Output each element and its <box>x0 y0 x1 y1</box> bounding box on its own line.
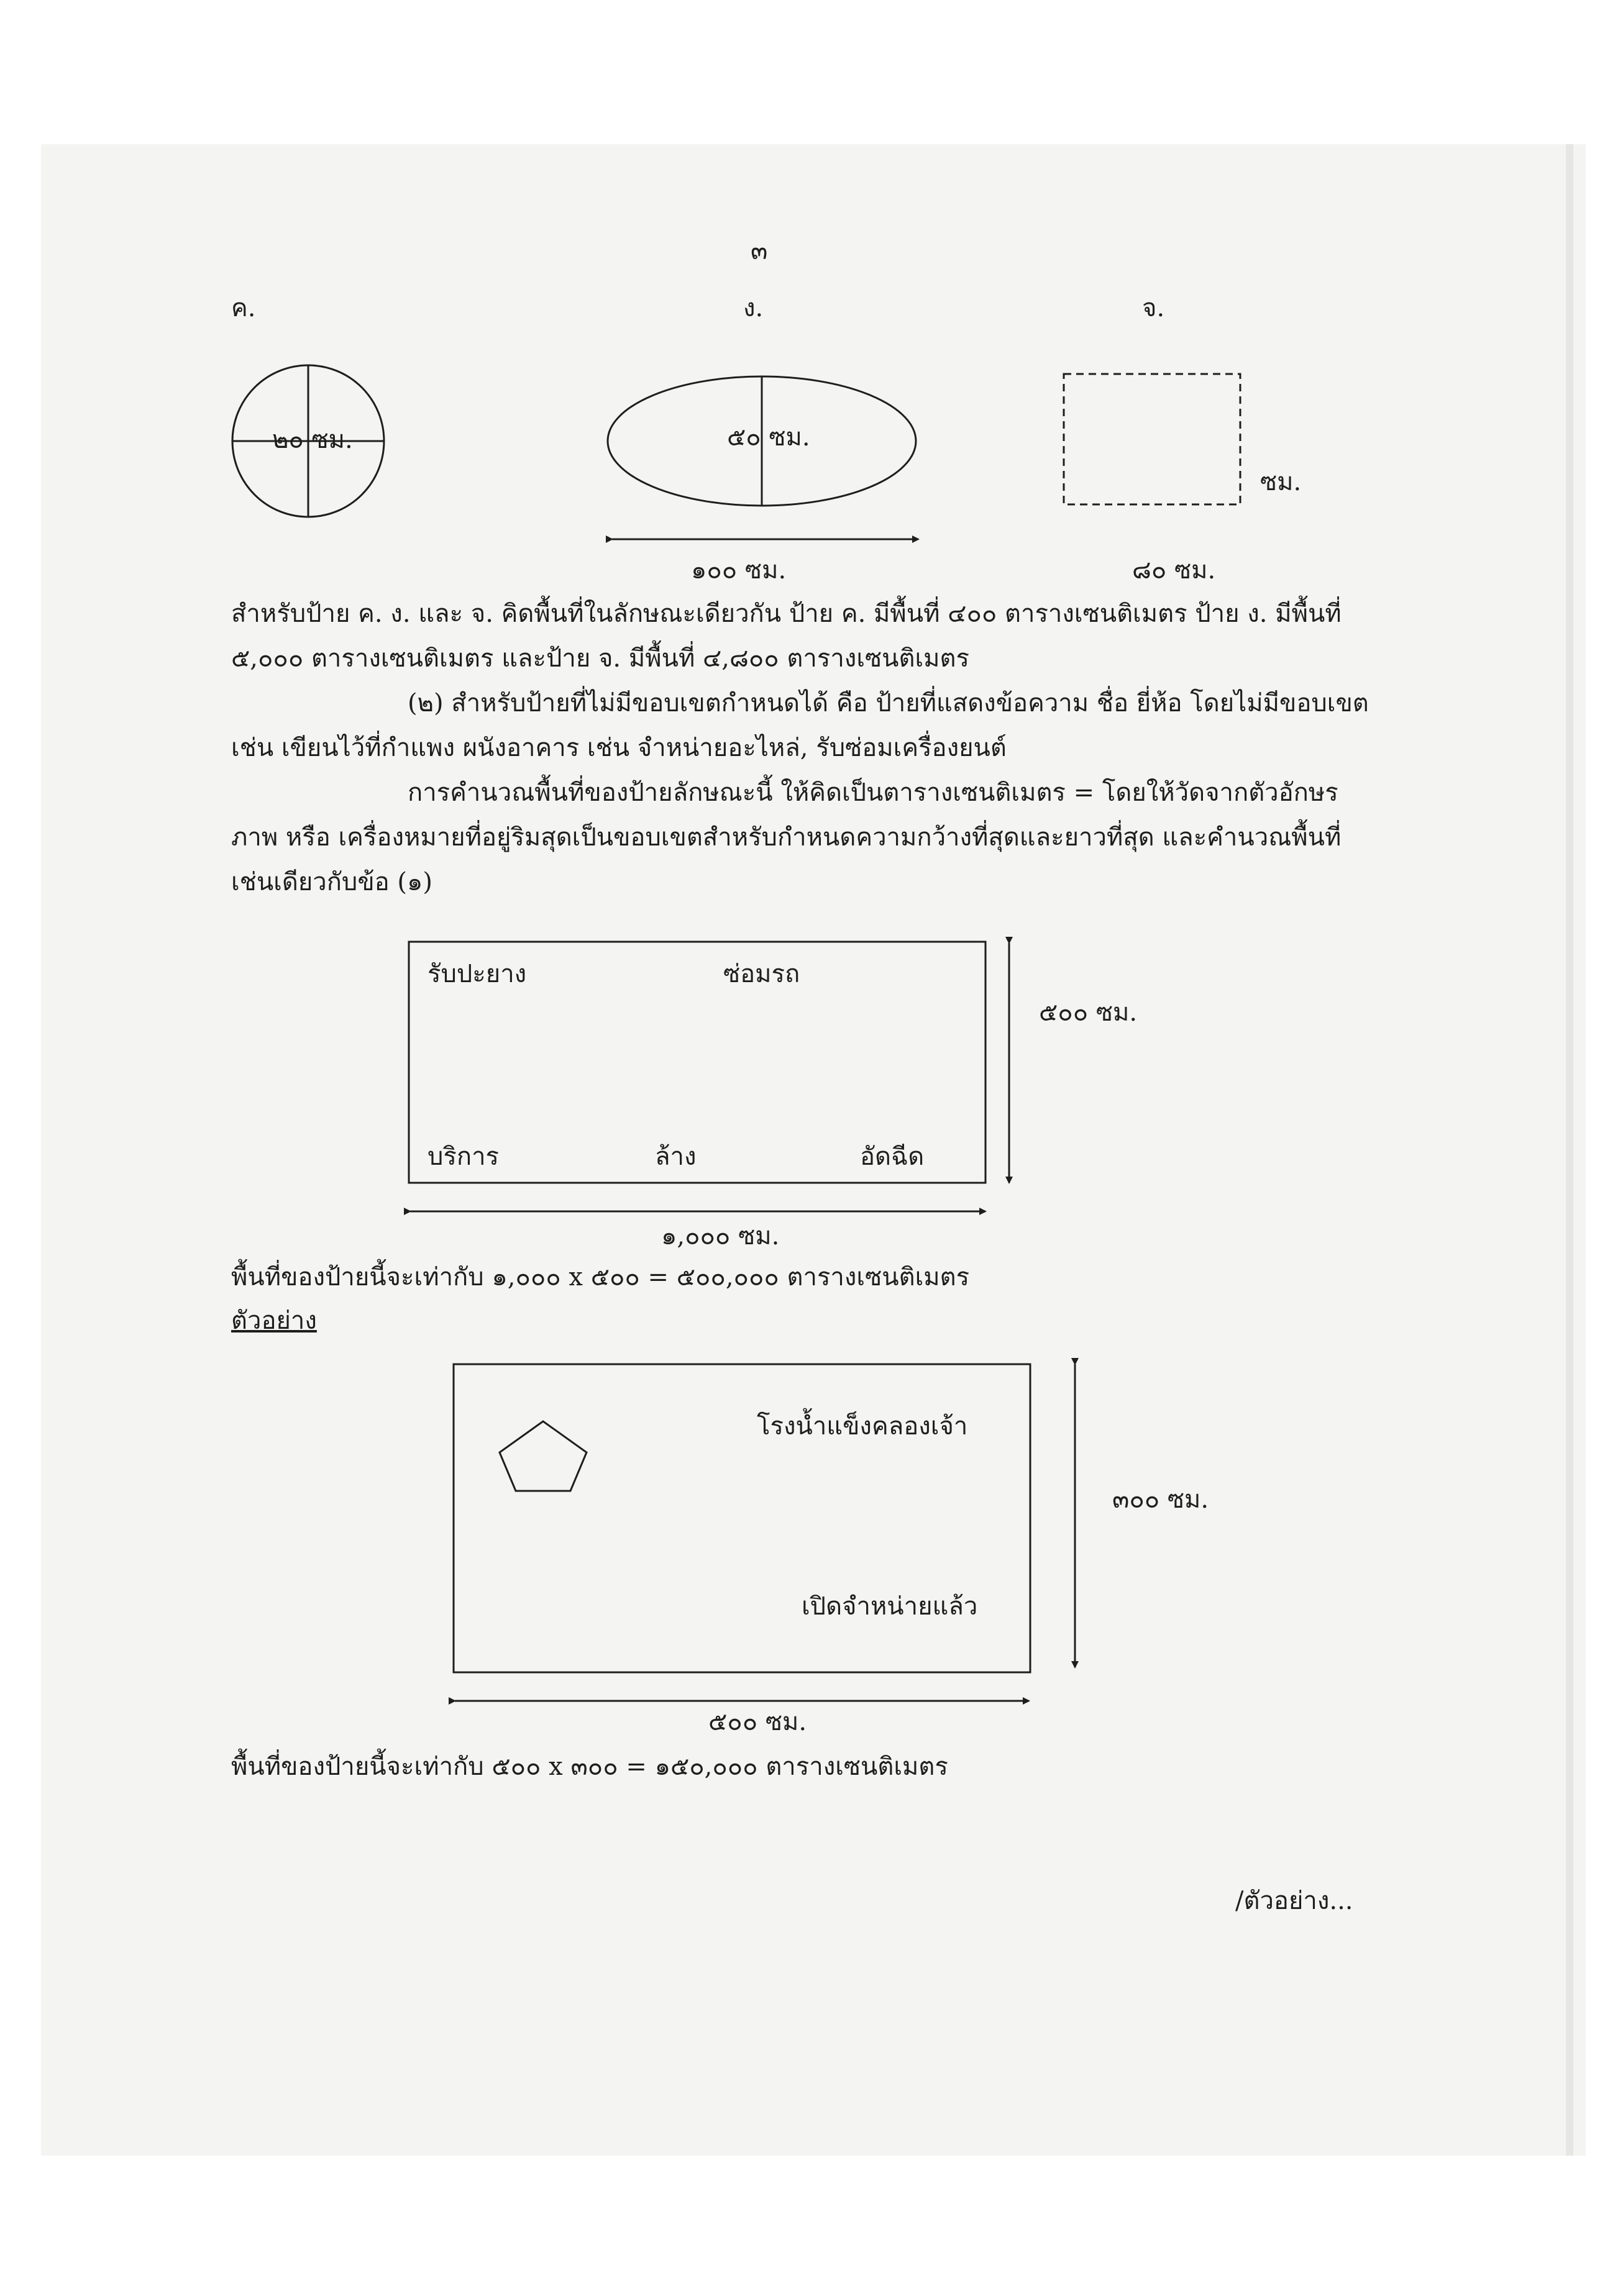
label-c: ค. <box>231 294 256 322</box>
label-e: จ. <box>1142 294 1165 322</box>
rect-width-label: ๘๐ ซม. <box>1132 556 1216 585</box>
paragraph-1-line1: สำหรับป้าย ค. ง. และ จ. คิดพื้นที่ในลักษณะเดียวกัน ป้าย ค. มีพื้นที่ ๔๐๐ ตารางเซนติเมตร ป้าย ง. มีพื้นที่ <box>231 599 1342 628</box>
paragraph-1-line2: ๕,๐๐๐ ตารางเซนติเมตร และป้าย จ. มีพื้นที่ ๔,๘๐๐ ตารางเซนติเมตร <box>231 644 969 673</box>
page-number: ๓ <box>751 237 768 265</box>
sign1-word: ซ่อมรถ <box>723 960 800 988</box>
sign2-frame <box>454 1364 1030 1672</box>
sign1-word: อัดฉีด <box>860 1142 925 1171</box>
footer-next-page: /ตัวอย่าง... <box>1235 1887 1353 1915</box>
sign2-height-label: ๓๐๐ ซม. <box>1112 1485 1209 1514</box>
paragraph-3-line2: ภาพ หรือ เครื่องหมายที่อยู่ริมสุดเป็นขอบเขตสำหรับกำหนดความกว้างที่สุดและยาวที่สุด และคำนวณพื้นที่ <box>231 823 1342 852</box>
circle-dimension: ๒๐ ซม. <box>272 426 353 454</box>
sign1-height-label: ๕๐๐ ซม. <box>1039 998 1138 1027</box>
paragraph-2-line1: (๒) สำหรับป้ายที่ไม่มีขอบเขตกำหนดได้ คือ ป้ายที่แสดงข้อความ ชื่อ ยี่ห้อ โดยไม่มีขอบเขต <box>408 689 1369 718</box>
shape-e-dashed-rect <box>1064 374 1240 504</box>
sign1-width-label: ๑,๐๐๐ ซม. <box>661 1222 780 1250</box>
label-d: ง. <box>743 294 764 322</box>
sign1-word: รับปะยาง <box>427 960 527 988</box>
sign2-line2: เปิดจำหน่ายแล้ว <box>802 1592 978 1621</box>
sign1-word: บริการ <box>427 1142 500 1171</box>
paragraph-3-line3: เช่นเดียวกับข้อ (๑) <box>231 868 433 896</box>
paragraph-2-line2: เช่น เขียนไว้ที่กำแพง ผนังอาคาร เช่น จำหน่ายอะไหล่, รับซ่อมเครื่องยนต์ <box>231 734 1007 762</box>
pentagon-logo <box>500 1421 587 1491</box>
paragraph-3-line1: การคำนวณพื้นที่ของป้ายลักษณะนี้ ให้คิดเป็นตารางเซนติเมตร = โดยให้วัดจากตัวอักษร <box>408 778 1338 807</box>
area-2-text: พื้นที่ของป้ายนี้จะเท่ากับ ๕๐๐ x ๓๐๐ = ๑๕๐,๐๐๐ ตารางเซนติเมตร <box>231 1752 948 1781</box>
ellipse-dimension: ๕๐ ซม. <box>727 423 810 452</box>
sign1-word: ล้าง <box>655 1142 697 1171</box>
sign2-width-label: ๕๐๐ ซม. <box>708 1708 807 1736</box>
area-1-text: พื้นที่ของป้ายนี้จะเท่ากับ ๑,๐๐๐ x ๕๐๐ = ๕๐๐,๐๐๐ ตารางเซนติเมตร <box>231 1263 970 1292</box>
rect-height-unit: ซม. <box>1260 468 1302 496</box>
example-heading: ตัวอย่าง <box>231 1306 317 1335</box>
sign2-line1: โรงน้ำแข็งคลองเจ้า <box>757 1412 968 1441</box>
ellipse-width-label: ๑๐๐ ซม. <box>691 556 787 585</box>
